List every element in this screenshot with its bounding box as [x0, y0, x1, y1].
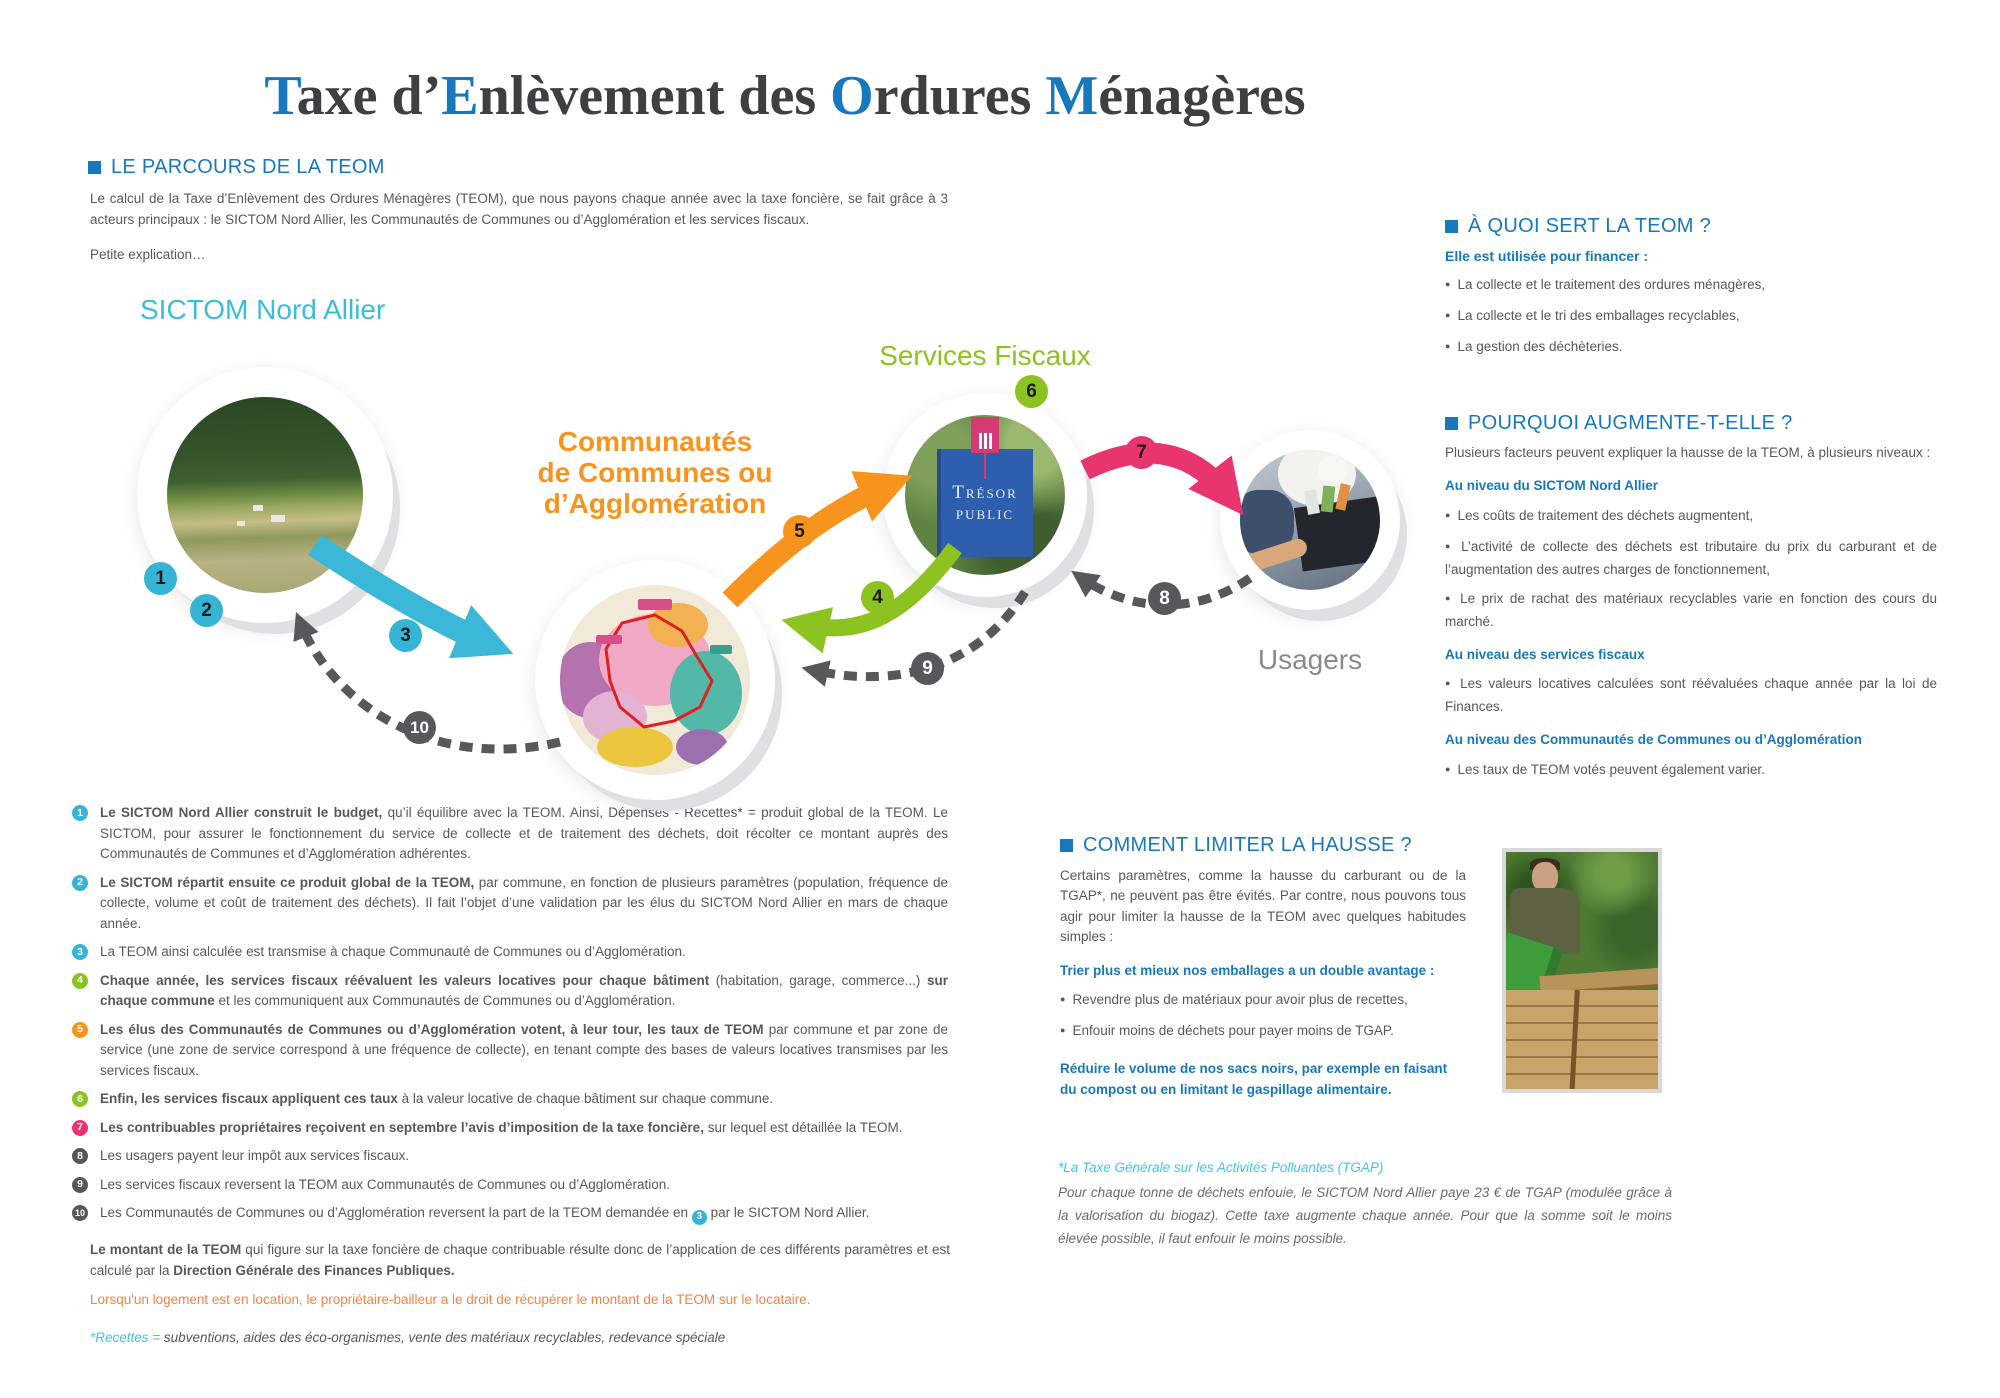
- step-badge-4: 4: [72, 973, 88, 989]
- diagram-badge-10: 10: [403, 711, 436, 744]
- diagram-badge-6: 6: [1015, 375, 1048, 408]
- arrow-7: [1085, 453, 1230, 498]
- section-heading-label: POURQUOI AUGMENTE-T-ELLE ?: [1468, 412, 1793, 434]
- step-badge-8: 8: [72, 1148, 88, 1164]
- communautes-line1: Communautés: [557, 426, 753, 457]
- diagram-badge-1: 1: [144, 562, 177, 595]
- diagram-badge-2: 2: [190, 594, 223, 627]
- pourquoi-subhead-fiscaux: Au niveau des services fiscaux: [1445, 646, 1645, 662]
- limiter-bullet: ● Enfouir moins de déchets pour payer moins de TGAP.: [1060, 1020, 1466, 1043]
- diagram-badge-7: 7: [1125, 436, 1158, 469]
- step-text-3: La TEOM ainsi calculée est transmise à chaque Communauté de Communes ou d’Agglomération.: [100, 944, 686, 959]
- step-text-10: Les Communautés de Communes ou d’Agglomération reversent la part de la TEOM demandée en 3 par le SICTOM Nord Allier.: [100, 1205, 869, 1220]
- step-badge-5: 5: [72, 1022, 88, 1038]
- pourquoi-subhead-sictom: Au niveau du SICTOM Nord Allier: [1445, 478, 1659, 493]
- step-text-9: Les services fiscaux reversent la TEOM aux Communautés de Communes ou d’Agglomération.: [100, 1176, 671, 1192]
- quoi-bullet: ● La gestion des déchèteries.: [1445, 336, 1937, 359]
- communautes-line2: de Communes ou: [537, 457, 773, 488]
- pourquoi-intro: Plusieurs facteurs peuvent expliquer la hausse de la TEOM, à plusieurs niveaux :: [1445, 444, 1931, 460]
- step-badge-2: 2: [72, 875, 88, 891]
- actor-label-communautes: [493, 426, 817, 519]
- pourquoi-subhead-communautes: Au niveau des Communautés de Communes ou d’Agglomération: [1445, 732, 1863, 747]
- step-badge-3: 3: [72, 944, 88, 960]
- step-badge-6: 6: [72, 1091, 88, 1107]
- tgap-body: Pour chaque tonne de déchets enfouie, le SICTOM Nord Allier paye 23 € de TGAP (modulée grâce à la valorisation du biogaz). Cette taxe augmente chaque année. Pour que la somme soit le moins élevée possible, il faut enfouir le moins possible.: [1058, 1185, 1672, 1246]
- pourquoi-bullet: ● Les coûts de traitement des déchets augmentent,: [1445, 505, 1937, 528]
- tgap-title: *La Taxe Générale sur les Activités Polluantes (TGAP): [1058, 1160, 1384, 1175]
- limiter-bullet: ● Revendre plus de matériaux pour avoir plus de recettes,: [1060, 989, 1466, 1012]
- tresor-sign-line1: Trésor: [952, 482, 1018, 503]
- quoi-bullet: ● La collecte et le tri des emballages recyclables,: [1445, 305, 1937, 328]
- diagram-badge-8: 8: [1148, 582, 1181, 615]
- step-text-7: Les contribuables propriétaires reçoivent en septembre l’avis d’imposition de la taxe foncière, sur lequel est détaillée la TEOM.: [100, 1119, 903, 1135]
- pourquoi-bullet: ● Les valeurs locatives calculées sont réévaluées chaque année par la loi de Finances.: [1445, 673, 1937, 717]
- rental-note: Lorsqu'un logement est en location, le propriétaire-bailleur a le droit de récupérer le montant de la TEOM sur le locataire.: [90, 1292, 811, 1307]
- page-title: Taxe d’Enlèvement des Ordures Ménagères: [264, 65, 1306, 127]
- step-text-4: Chaque année, les services fiscaux réévaluent les valeurs locatives pour chaque bâtiment (habitation, garage, commerce...) sur chaque commune et les communiquent aux Communautés de Communes ou d’Agglomération.: [100, 972, 948, 1008]
- limiter-subhead-1: Trier plus et mieux nos emballages a un double avantage :: [1060, 962, 1435, 978]
- step-badge-1: 1: [72, 805, 88, 821]
- step-text-5: Les élus des Communautés de Communes ou d’Agglomération votent, à leur tour, les taux de TEOM par commune et par zone de service (une zone de service correspond à une fréquence de collecte), en tenant compte des bases de valeurs locatives transmises par les services fiscaux.: [100, 1021, 948, 1078]
- step-badge-9: 9: [72, 1177, 88, 1193]
- diagram-badge-4: 4: [861, 581, 894, 614]
- step-text-2: Le SICTOM répartit ensuite ce produit global de la TEOM, par commune, en fonction de plusieurs paramètres (population, fréquence de collecte, volume et coût de traitement des déchets). Il fait l’objet d’une validation par les élus du SICTOM Nord Allier en mars de chaque année.: [100, 874, 948, 931]
- parcours-intro: Le calcul de la Taxe d’Enlèvement des Ordures Ménagères (TEOM), que nous payons chaque année avec la taxe foncière, se fait grâce à 3 acteurs principaux : le SICTOM Nord Allier, les Communautés de Communes ou d’Agglomération et les services fiscaux.: [90, 191, 948, 227]
- pourquoi-bullet: ● Le prix de rachat des matériaux recyclables varie en fonction des cours du marché.: [1445, 588, 1937, 632]
- quoi-intro: Elle est utilisée pour financer :: [1445, 247, 1649, 264]
- diagram-badge-5: 5: [783, 515, 816, 548]
- pourquoi-bullet: ● Les taux de TEOM votés peuvent également varier.: [1445, 759, 1937, 782]
- quoi-bullet: ● La collecte et le traitement des ordures ménagères,: [1445, 274, 1937, 297]
- limiter-subhead-2: Réduire le volume de nos sacs noirs, par exemple en faisant du compost ou en limitant le gaspillage alimentaire.: [1060, 1061, 1448, 1097]
- step-text-8: Les usagers payent leur impôt aux services fiscaux.: [100, 1148, 410, 1163]
- communautes-line3: d’Agglomération: [543, 488, 767, 519]
- step-text-6: Enfin, les services fiscaux appliquent ces taux à la valeur locative de chaque bâtiment sur chaque commune.: [100, 1091, 774, 1106]
- actor-label-usagers: Usagers: [1257, 644, 1363, 675]
- closing-paragraph: Le montant de la TEOM qui figure sur la taxe foncière de chaque contribuable résulte donc de l’application de ces différents paramètres et est calculé par la Direction Générale des Finances Publiques.: [90, 1242, 950, 1278]
- diagram-badge-3: 3: [389, 619, 422, 652]
- section-heading-label: LE PARCOURS DE LA TEOM: [111, 156, 385, 178]
- parcours-lead: Petite explication…: [90, 247, 206, 262]
- recettes-footnote: *Recettes = subventions, aides des éco-organismes, vente des matériaux recyclables, redevance spéciale: [90, 1329, 726, 1345]
- step-badge-7: 7: [72, 1120, 88, 1136]
- actor-label-sictom: SICTOM Nord Allier: [140, 294, 386, 325]
- actor-label-services-fiscaux: Services Fiscaux: [879, 340, 1091, 371]
- limiter-intro: Certains paramètres, comme la hausse du carburant ou de la TGAP*, ne peuvent pas être évités. Par contre, nous pouvons tous agir pour limiter la hausse de la TEOM avec quelques habitudes simples :: [1060, 867, 1466, 944]
- section-heading-label: COMMENT LIMITER LA HAUSSE ?: [1083, 834, 1412, 856]
- step-text-1: Le SICTOM Nord Allier construit le budget, qu’il équilibre avec la TEOM. Ainsi, Dépenses - Recettes* = produit global de la TEOM. Le SICTOM, pour assurer le fonctionnement du service de collecte et de traitement des déchets, doit récolter ce montant auprès des Communautés de Communes et d’Agglomération adhérentes.: [100, 805, 948, 861]
- section-heading-label: À QUOI SERT LA TEOM ?: [1468, 215, 1712, 237]
- step-badge-10: 10: [72, 1205, 88, 1221]
- pourquoi-bullet: ● L’activité de collecte des déchets est tributaire du prix du carburant et de l’augmentation des autres charges de fonctionnement,: [1445, 536, 1937, 580]
- diagram-badge-9: 9: [911, 652, 944, 685]
- tresor-sign-line2: public: [955, 503, 1015, 524]
